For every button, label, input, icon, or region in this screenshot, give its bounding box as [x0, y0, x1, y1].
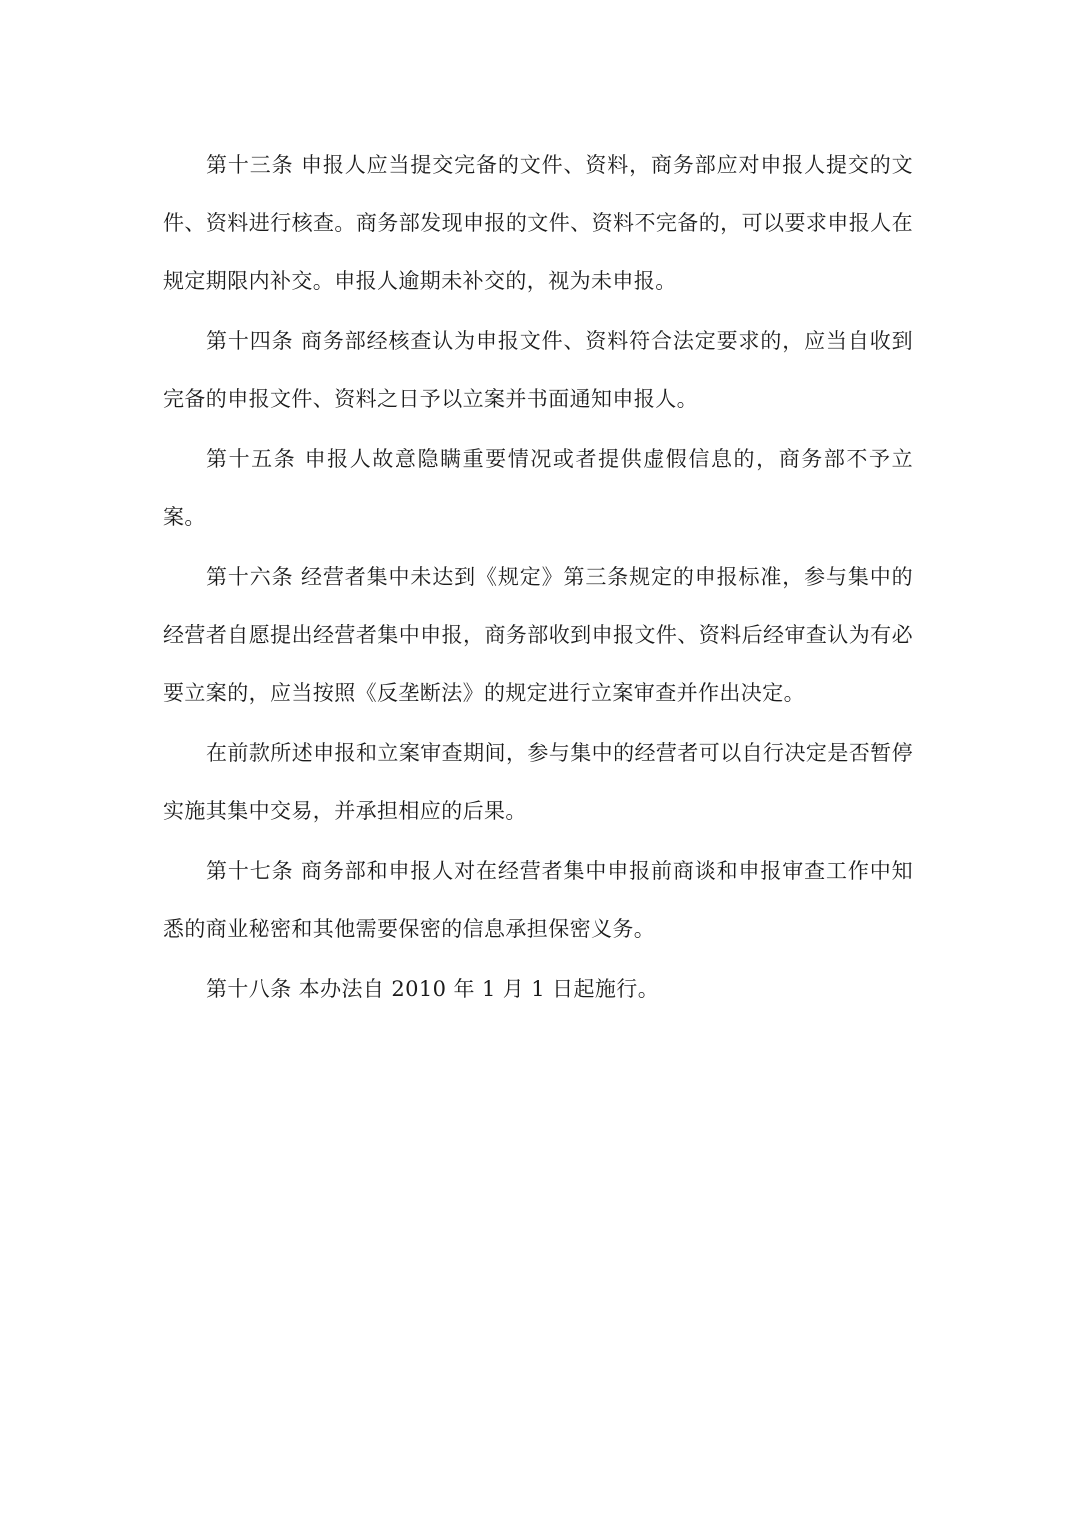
article-16-subparagraph: 在前款所述申报和立案审查期间，参与集中的经营者可以自行决定是否暂停实施其集中交易，并承担相应的后果。	[163, 741, 913, 823]
article-15-paragraph: 第十五条 申报人故意隐瞒重要情况或者提供虚假信息的，商务部不予立案。	[163, 447, 913, 529]
article-16-paragraph: 第十六条 经营者集中未达到《规定》第三条规定的申报标准，参与集中的经营者自愿提出经营者集中申报，商务部收到申报文件、资料后经审查认为有必要立案的，应当按照《反垄断法》的规定进行立案审查并作出决定。	[163, 565, 913, 705]
document-body	[163, 136, 913, 1020]
article-13-paragraph: 第十三条 申报人应当提交完备的文件、资料，商务部应对申报人提交的文件、资料进行核查。商务部发现申报的文件、资料不完备的，可以要求申报人在规定期限内补交。申报人逾期未补交的，视为未申报。	[163, 153, 913, 293]
article-14-paragraph: 第十四条 商务部经核查认为申报文件、资料符合法定要求的，应当自收到完备的申报文件、资料之日予以立案并书面通知申报人。	[163, 329, 913, 411]
article-18-paragraph: 第十八条 本办法自 2010 年 1 月 1 日起施行。	[206, 977, 660, 1001]
article-17-paragraph: 第十七条 商务部和申报人对在经营者集中申报前商谈和申报审查工作中知悉的商业秘密和其他需要保密的信息承担保密义务。	[163, 859, 913, 941]
